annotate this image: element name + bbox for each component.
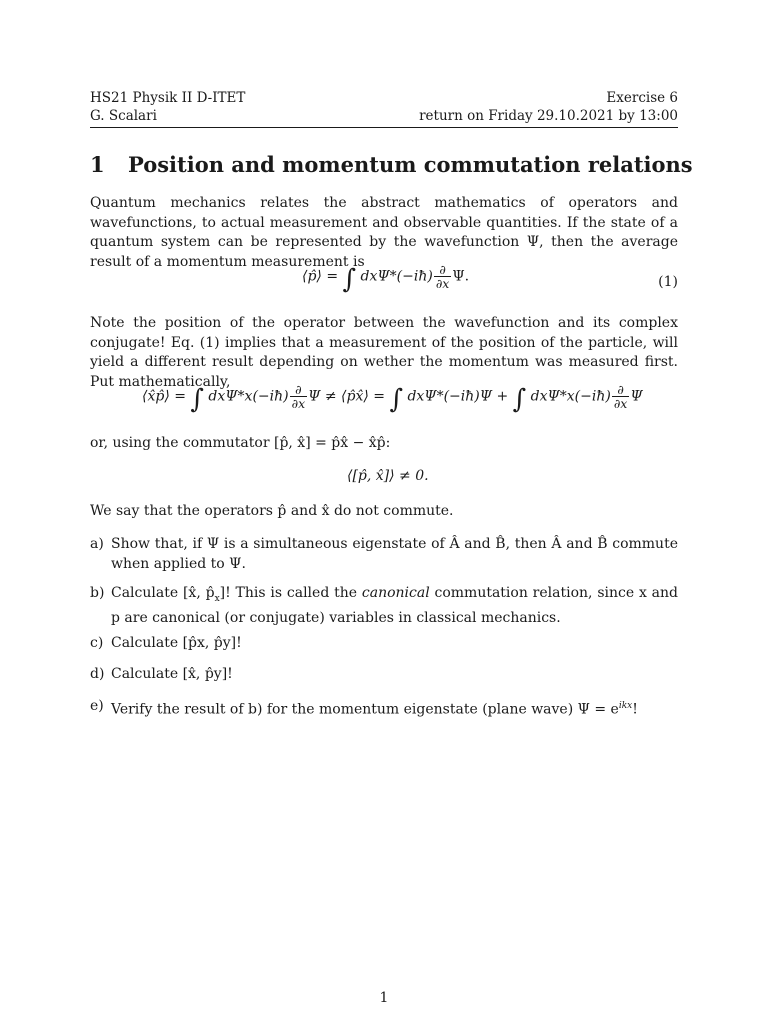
note-paragraph: Note the position of the operator between the wavefunction and its complex conjugate! Eq. (1) implies that a measurement of the position of the particle, will yield a different result depending on wether the momentum was measured first. Put mathematically, <box>90 315 678 390</box>
author-name: G. Scalari <box>90 108 157 124</box>
list-item: a) Show that, if Ψ is a simultaneous eigenstate of Â and B̂, then Â and B̂ commute when applied to Ψ. <box>90 536 678 572</box>
list-item: e) Verify the result of b) for the momentum eigenstate (plane wave) $\Psi = e^{ikx}$! <box>90 698 638 718</box>
document-page: HS21 Physik II D-ITET Exercise 6 G. Scalari return on Friday 29.10.2021 by 13:00 1 Position and momentum commutation relations Quantum mechanics relates the abstract mathematics of operators and wavefunctions, to actual measurement and observable quantities. If the state of a quantum system can be represented by the wavefunction Ψ, then the average result of a momentum measurement is ⟨p̂⟩ = ∫ dxΨ*(−iħ) $\frac{\partial}{\partial x}$ Ψ. (1) Note the position of the operator between the wavefunction and its complex conjugate! Eq. (1) implies that a measurement of the position of the particle, will yield a different result depending on wether the momentum was measured first. Put mathematically, ⟨x̂p̂⟩ = ∫ dxΨ*x(−iħ) $\frac{\partial}{\partial x}$ Ψ ≠ ⟨p̂x̂⟩ = ∫ dxΨ*(−iħ)Ψ + ∫ dxΨ*x(−iħ) $\frac{\partial}{\partial x}$ Ψ or, using the commutator [p̂, x̂] = p̂x̂ − x̂p̂: ⟨[p̂, x̂]⟩ ≠ 0. We say that the operators p̂ and x̂ do not commute. a) Show that, if Ψ is a simultaneous eigenstate of Â and B̂, then Â and B̂ commute when applied to Ψ. b) Calculate [x̂, $p̂_x$]! This is called the canonical commutation relation, since x and p are canonical (or conjugate) variables in classical mechanics. c) Calculate [p̂x, p̂y]! d) Calculate [x̂, p̂y]! e) Verify the result of b) for the momentum eigenstate (plane wave) $\Psi = e^{ikx}$! 1 <box>90 90 693 1006</box>
page-number: 1 <box>379 990 389 1006</box>
list-item: d) Calculate [x̂, p̂y]! <box>90 666 233 682</box>
commutator-intro: or, using the commutator [p̂, x̂] = p̂x̂ − x̂p̂: <box>90 435 391 451</box>
intro-paragraph: Quantum mechanics relates the abstract mathematics of operators and wavefunctions, to actual measurement and observable quantities. If the state of a quantum system can be represented by the wavefunction Ψ, then the average result of a momentum measurement is <box>90 195 678 270</box>
section-title: Position and momentum commutation relations <box>128 152 693 177</box>
section-heading <box>90 152 693 177</box>
eq1-label: (1) <box>658 274 678 290</box>
course-name: HS21 Physik II D-ITET <box>90 90 246 106</box>
equation-1 <box>90 263 678 303</box>
section-number: 1 <box>90 152 105 177</box>
eq1-derivative: $\frac{\partial}{\partial x}$ <box>435 262 450 291</box>
equation-2: ⟨x̂p̂⟩ = ∫ dxΨ*x(−iħ) $\frac{\partial}{\partial x}$ Ψ ≠ ⟨p̂x̂⟩ = ∫ dxΨ*(−iħ)Ψ + ∫ dxΨ*x(−iħ) $\frac{\partial}{\partial x}$ Ψ <box>142 382 643 415</box>
header-row-2 <box>90 108 678 124</box>
list-item: c) Calculate [p̂x, p̂y]! <box>90 635 242 651</box>
header-row-1 <box>90 90 678 106</box>
exercise-number: Exercise 6 <box>606 90 678 106</box>
header-rule <box>90 127 678 128</box>
integral-symbol: ∫ <box>342 264 357 295</box>
equation-reference-link[interactable]: (1) <box>199 334 220 351</box>
eq1-integrand: dxΨ*(−iħ) <box>360 268 433 285</box>
list-item: b) Calculate [x̂, $p̂_x$]! This is called the canonical commutation relation, since x and p are canonical (or conjugate) variables in classical mechanics. <box>90 585 678 627</box>
eq1-rhs: Ψ. <box>452 268 470 285</box>
conclusion-paragraph: We say that the operators p̂ and x̂ do not commute. <box>90 503 454 519</box>
eq1-lhs: ⟨p̂⟩ = <box>302 268 343 285</box>
due-date: return on Friday 29.10.2021 by 13:00 <box>419 108 678 124</box>
